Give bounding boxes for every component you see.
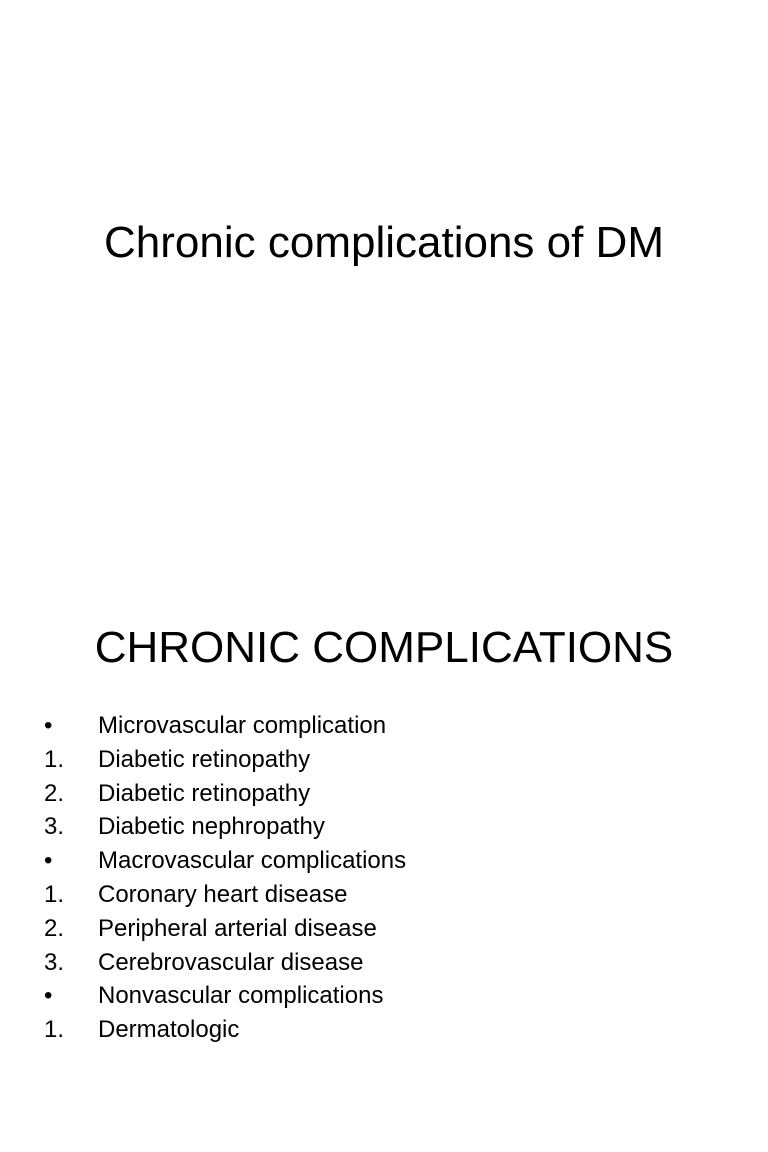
content-slide xyxy=(0,576,768,1152)
list-item-text: Diabetic retinopathy xyxy=(98,745,311,773)
list-number: 2. xyxy=(44,779,65,807)
list-number: 1. xyxy=(44,1016,65,1044)
bullet-marker: • xyxy=(44,847,53,875)
list-item-text: Diabetic retinopathy xyxy=(98,779,311,807)
list-item-text: Diabetic nephropathy xyxy=(98,813,325,841)
list-item-text: Cerebrovascular disease xyxy=(98,948,364,976)
list-item-text: Microvascular complication xyxy=(98,712,387,739)
bullet-marker: • xyxy=(44,982,53,1010)
bullet-marker: • xyxy=(44,712,53,739)
list-number: 1. xyxy=(44,745,65,773)
slide-title: Chronic complications of DM xyxy=(104,218,664,267)
list-item-text: Peripheral arterial disease xyxy=(98,914,377,942)
list-number: 3. xyxy=(44,948,65,976)
list-number: 3. xyxy=(44,813,65,841)
list-item-text: Nonvascular complications xyxy=(98,982,384,1010)
list-number: 2. xyxy=(44,914,65,942)
list-item-text: Dermatologic xyxy=(98,1016,240,1044)
list-number: 1. xyxy=(44,880,65,908)
slide-heading: CHRONIC COMPLICATIONS xyxy=(94,623,674,672)
list-item-text: Macrovascular complications xyxy=(98,847,407,875)
list-item-text: Coronary heart disease xyxy=(98,880,348,908)
